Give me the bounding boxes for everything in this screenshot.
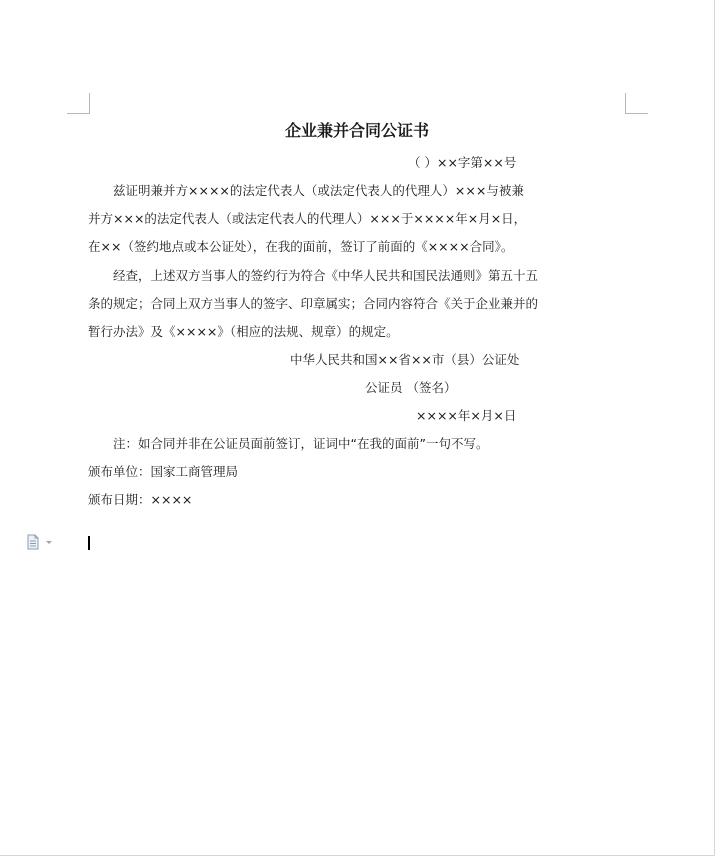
issuing-authority: 颁布单位：国家工商管理局 — [88, 464, 239, 479]
paragraph-1-line-2: 并方×××的法定代表人（或法定代表人的代理人）×××于××××年×月×日， — [88, 211, 527, 226]
margin-corner-top-left — [67, 93, 90, 114]
notary-signature-line: 公证员 （签名） — [365, 380, 457, 395]
document-paste-options-icon[interactable] — [25, 534, 57, 550]
paragraph-1-line-1: 兹证明兼并方××××的法定代表人（或法定代表人的代理人）×××与被兼 — [113, 183, 524, 198]
issue-date: 颁布日期：×××× — [88, 492, 193, 507]
footnote: 注：如合同并非在公证员面前签订，证词中“在我的面前”一句不写。 — [113, 436, 489, 451]
margin-corner-top-right — [625, 93, 648, 114]
paragraph-2-line-1: 经查，上述双方当事人的签约行为符合《中华人民共和国民法通则》第五十五 — [113, 268, 539, 283]
paragraph-2-line-3: 暂行办法》及《××××》（相应的法规、规章）的规定。 — [88, 324, 399, 339]
document-title: 企业兼并合同公证书 — [284, 121, 429, 140]
notary-office: 中华人民共和国××省××市（县）公证处 — [290, 352, 520, 367]
text-cursor — [88, 536, 90, 550]
reference-number: （ ）××字第××号 — [408, 155, 517, 170]
notary-date: ××××年×月×日 — [416, 408, 517, 423]
paragraph-1-line-3: 在××（签约地点或本公证处），在我的面前，签订了前面的《××××合同》。 — [88, 239, 514, 254]
paragraph-2-line-2: 条的规定；合同上双方当事人的签字、印章属实；合同内容符合《关于企业兼并的 — [88, 296, 539, 311]
